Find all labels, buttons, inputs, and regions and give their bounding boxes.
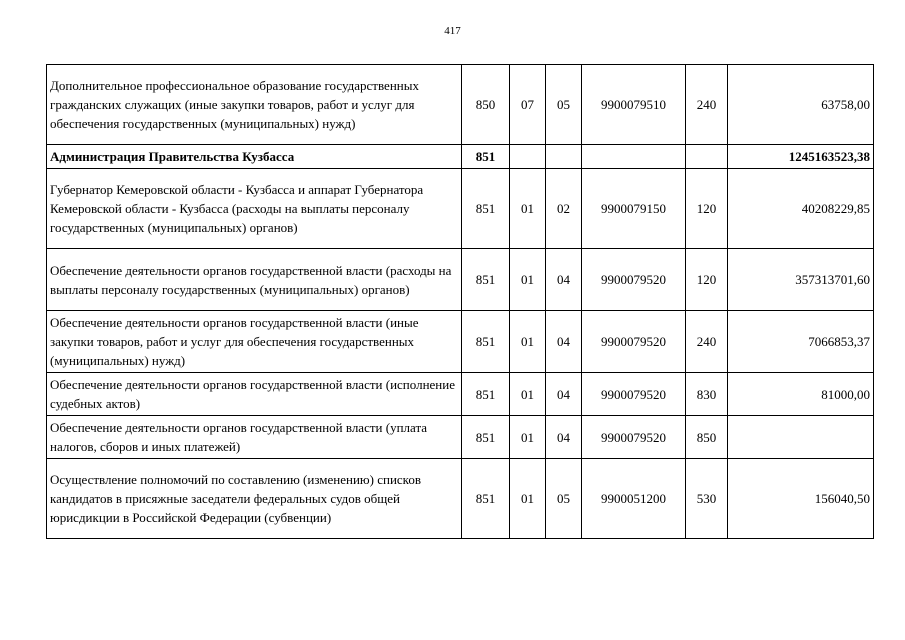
subsection-code: 04 bbox=[546, 373, 582, 416]
subsection-code bbox=[546, 145, 582, 169]
target-code: 9900051200 bbox=[582, 459, 686, 539]
section-code: 01 bbox=[510, 169, 546, 249]
amount: 40208229,85 bbox=[728, 169, 874, 249]
expense-code: 240 bbox=[686, 65, 728, 145]
ministry-code: 851 bbox=[462, 416, 510, 459]
amount: 1245163523,38 bbox=[728, 145, 874, 169]
expense-code: 240 bbox=[686, 311, 728, 373]
section-code: 07 bbox=[510, 65, 546, 145]
target-code: 9900079510 bbox=[582, 65, 686, 145]
row-name: Обеспечение деятельности органов государственной власти (расходы на выплаты персоналу государственных (муниципальных) органов) bbox=[47, 249, 462, 311]
expense-code: 530 bbox=[686, 459, 728, 539]
budget-table bbox=[46, 64, 874, 539]
row-name: Обеспечение деятельности органов государственной власти (исполнение судебных актов) bbox=[47, 373, 462, 416]
table-row bbox=[47, 459, 874, 539]
amount: 357313701,60 bbox=[728, 249, 874, 311]
row-name: Администрация Правительства Кузбасса bbox=[47, 145, 462, 169]
target-code: 9900079520 bbox=[582, 373, 686, 416]
subsection-code: 04 bbox=[546, 249, 582, 311]
section-code: 01 bbox=[510, 416, 546, 459]
table-row bbox=[47, 373, 874, 416]
amount: 156040,50 bbox=[728, 459, 874, 539]
section-code: 01 bbox=[510, 249, 546, 311]
ministry-code: 851 bbox=[462, 459, 510, 539]
ministry-code: 851 bbox=[462, 145, 510, 169]
ministry-code: 851 bbox=[462, 373, 510, 416]
subsection-code: 02 bbox=[546, 169, 582, 249]
target-code: 9900079150 bbox=[582, 169, 686, 249]
expense-code: 120 bbox=[686, 249, 728, 311]
subsection-code: 04 bbox=[546, 311, 582, 373]
ministry-code: 850 bbox=[462, 65, 510, 145]
amount bbox=[728, 416, 874, 459]
amount: 7066853,37 bbox=[728, 311, 874, 373]
section-code: 01 bbox=[510, 311, 546, 373]
subsection-code: 05 bbox=[546, 65, 582, 145]
expense-code: 120 bbox=[686, 169, 728, 249]
table-row bbox=[47, 169, 874, 249]
section-code: 01 bbox=[510, 373, 546, 416]
target-code: 9900079520 bbox=[582, 416, 686, 459]
section-code bbox=[510, 145, 546, 169]
subsection-code: 05 bbox=[546, 459, 582, 539]
table-row bbox=[47, 416, 874, 459]
ministry-code: 851 bbox=[462, 169, 510, 249]
row-name: Обеспечение деятельности органов государственной власти (уплата налогов, сборов и иных платежей) bbox=[47, 416, 462, 459]
table-row bbox=[47, 249, 874, 311]
row-name: Осуществление полномочий по составлению (изменению) списков кандидатов в присяжные заседатели федеральных судов общей юрисдикции в Российской Федерации (субвенции) bbox=[47, 459, 462, 539]
target-code: 9900079520 bbox=[582, 311, 686, 373]
ministry-code: 851 bbox=[462, 249, 510, 311]
row-name: Дополнительное профессиональное образование государственных гражданских служащих (иные закупки товаров, работ и услуг для обеспечения государственных (муниципальных) нужд) bbox=[47, 65, 462, 145]
row-name: Губернатор Кемеровской области - Кузбасса и аппарат Губернатора Кемеровской области - Кузбасса (расходы на выплаты персоналу государственных (муниципальных) органов) bbox=[47, 169, 462, 249]
table-row bbox=[47, 145, 874, 169]
row-name: Обеспечение деятельности органов государственной власти (иные закупки товаров, работ и услуг для обеспечения государственных (муниципальных) нужд) bbox=[47, 311, 462, 373]
subsection-code: 04 bbox=[546, 416, 582, 459]
table-row bbox=[47, 65, 874, 145]
expense-code: 850 bbox=[686, 416, 728, 459]
expense-code bbox=[686, 145, 728, 169]
amount: 63758,00 bbox=[728, 65, 874, 145]
page-number: 417 bbox=[444, 25, 461, 37]
ministry-code: 851 bbox=[462, 311, 510, 373]
expense-code: 830 bbox=[686, 373, 728, 416]
target-code bbox=[582, 145, 686, 169]
amount: 81000,00 bbox=[728, 373, 874, 416]
section-code: 01 bbox=[510, 459, 546, 539]
target-code: 9900079520 bbox=[582, 249, 686, 311]
table-row bbox=[47, 311, 874, 373]
